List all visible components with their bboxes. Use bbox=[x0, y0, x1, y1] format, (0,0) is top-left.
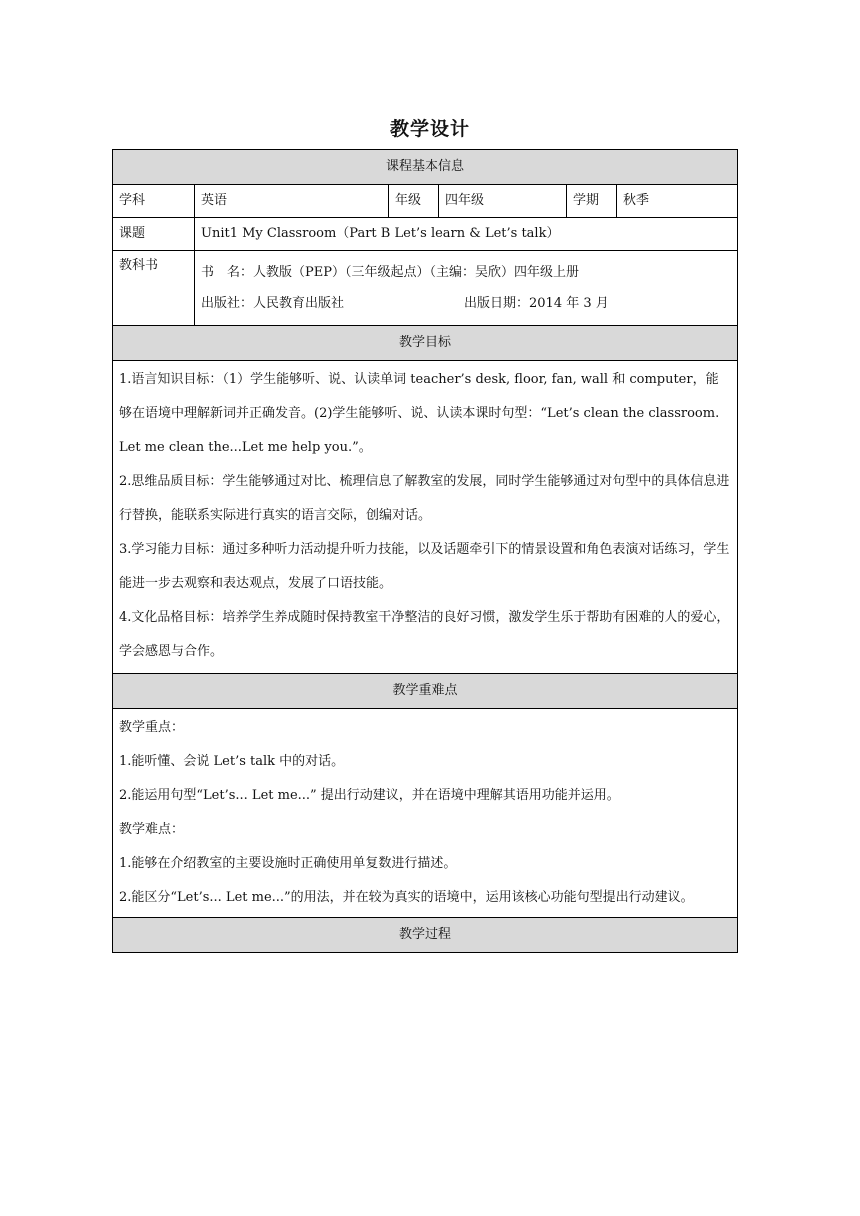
subject-value: 英语 bbox=[195, 185, 389, 218]
grade-value: 四年级 bbox=[439, 185, 567, 218]
page-title: 教学设计 bbox=[389, 118, 470, 140]
publisher: 出版社：人民教育出版社 bbox=[201, 296, 345, 311]
key-point-line: 教学难点： bbox=[119, 822, 185, 837]
section-header-basic: 课程基本信息 bbox=[113, 150, 738, 185]
section-header-goals: 教学目标 bbox=[113, 326, 738, 361]
textbook-label: 教科书 bbox=[113, 251, 195, 326]
goal-item: 3.学习能力目标：通过多种听力活动提升听力技能，以及话题牵引下的情景设置和角色表演对话练习，学生能进一步去观察和表达观点，发展了口语技能。 bbox=[119, 542, 730, 591]
textbook-publish-line bbox=[201, 288, 731, 319]
key-point-line: 2.能区分“Let’s... Let me...”的用法，并在较为真实的语境中，运用该核心功能句型提出行动建议。 bbox=[119, 890, 694, 905]
key-point-line: 教学重点： bbox=[119, 720, 185, 735]
textbook-name: 书 名：人教版（PEP）（三年级起点）（主编：吴欣）四年级上册 bbox=[201, 265, 579, 280]
publish-date: 出版日期：2014 年 3 月 bbox=[464, 296, 609, 311]
topic-value: Unit1 My Classroom（Part B Let’s learn & Let’s talk） bbox=[195, 218, 738, 251]
grade-label: 年级 bbox=[389, 185, 439, 218]
textbook-info bbox=[195, 251, 738, 326]
goals-cell bbox=[113, 361, 738, 674]
goal-item: 4.文化品格目标：培养学生养成随时保持教室干净整洁的良好习惯，激发学生乐于帮助有困难的人的爱心，学会感恩与合作。 bbox=[119, 610, 730, 659]
section-header-process: 教学过程 bbox=[113, 918, 738, 953]
key-point-line: 1.能听懂、会说 Let’s talk 中的对话。 bbox=[119, 754, 345, 769]
section-header-key-points: 教学重难点 bbox=[113, 674, 738, 709]
term-value: 秋季 bbox=[617, 185, 738, 218]
goal-item: 1.语言知识目标：（1）学生能够听、说、认读单词 teacher’s desk, floor, fan, wall 和 computer，能够在语境中理解新词并正确发音。(2)学生能够听、说、认读本课时句型：“Let’s clean the classroom. Let me clean the...Let me help you.”。 bbox=[119, 372, 720, 455]
course-info-table bbox=[112, 149, 738, 953]
key-point-line: 1.能够在介绍教室的主要设施时正确使用单复数进行描述。 bbox=[119, 856, 457, 871]
key-point-line: 2.能运用句型“Let’s... Let me...” 提出行动建议，并在语境中理解其语用功能并运用。 bbox=[119, 788, 620, 803]
goal-item: 2.思维品质目标：学生能够通过对比、梳理信息了解教室的发展，同时学生能够通过对句型中的具体信息进行替换，能联系实际进行真实的语言交际，创编对话。 bbox=[119, 474, 730, 523]
topic-label: 课题 bbox=[113, 218, 195, 251]
term-label: 学期 bbox=[567, 185, 617, 218]
key-points-cell bbox=[113, 709, 738, 918]
subject-label: 学科 bbox=[113, 185, 195, 218]
